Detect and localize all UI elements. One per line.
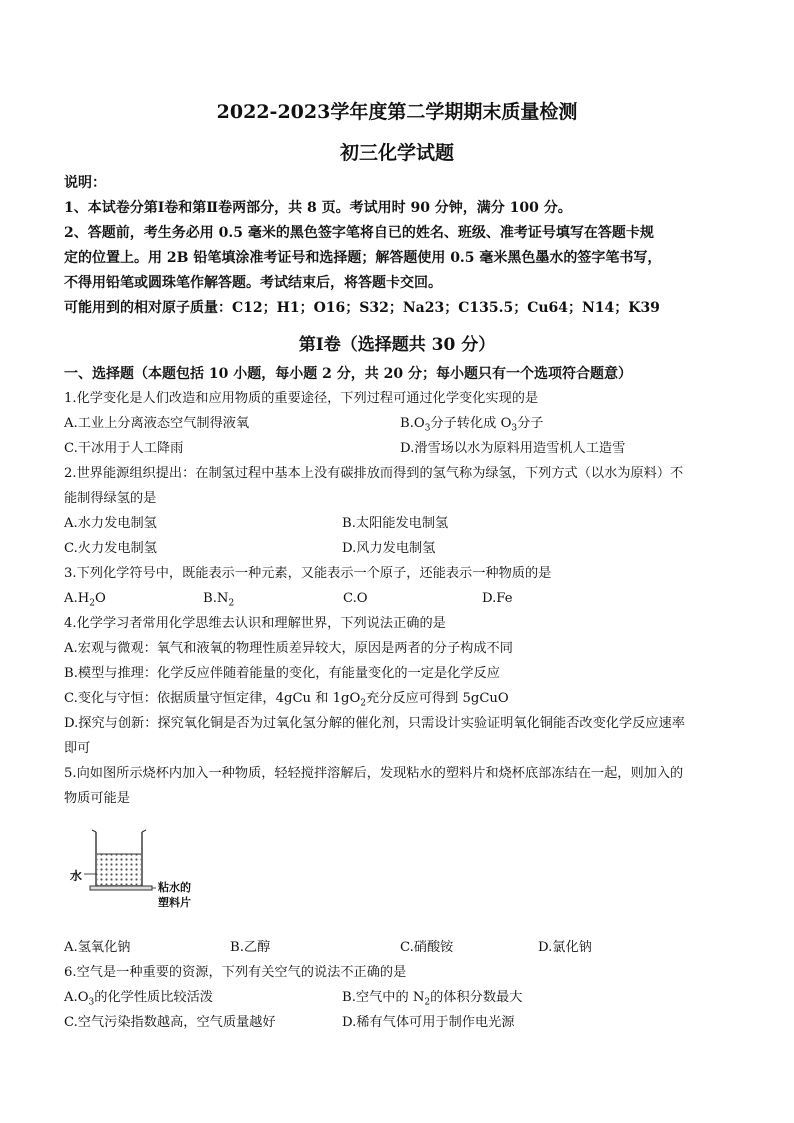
exam-subtitle: 初三化学试题 [339,142,454,164]
question-5-option-c: C.硝酸铵 [400,940,454,955]
question-1-option-c: C.干冰用于人工降雨 [64,441,184,456]
question-6-stem: 6.空气是一种重要的资源，下列有关空气的说法不正确的是 [64,965,407,980]
question-5-option-b: B.乙醇 [230,940,271,955]
question-2-option-c: C.火力发电制氢 [64,541,157,556]
question-5-option-a: A.氢氧化钠 [64,940,131,955]
question-6-option-b: B.空气中的 $N_2$的体积分数最大 [342,990,523,1008]
question-2-stem-line-1: 2.世界能源组织提出：在制氢过程中基本上没有碳排放而得到的氢气称为绿氢，下列方式（以水为原料）不 [64,466,684,481]
beaker-figure [64,822,214,922]
question-4-option-c: C.变化与守恒：依据质量守恒定律，4gCu 和 $1gO_2$充分反应可得到 5gCuO [64,691,509,709]
question-1-stem: 1.化学变化是人们改造和应用物质的重要途径，下列过程可通过化学变化实现的是 [64,391,539,406]
section-title: 第Ⅰ卷（选择题共 30 分） [298,335,496,355]
question-5-stem-line-1: 5.向如图所示烧杯内加入一种物质，轻轻搅拌溶解后，发现粘水的塑料片和烧杯底部冻结在一起，则加入的 [64,766,684,781]
question-1-option-d: D.滑雪场以水为原料用造雪机人工造雪 [400,441,626,456]
question-2-option-a: A.水力发电制氢 [64,516,157,531]
figure-plate-label-line-1: 粘水的 [158,881,191,894]
exam-title: 2022-2023学年度第二学期期末质量检测 [216,101,578,123]
instruction-item-2-line-2: 定的位置上。用 2B 铅笔填涂准考证号和选择题；解答题使用 0.5 毫米黑色墨水的签字笔书写， [64,250,662,266]
instruction-item-2-line-3: 不得用铅笔或圆珠笔作解答题。考试结束后，将答题卡交回。 [64,275,442,291]
question-2-option-b: B.太阳能发电制氢 [342,516,449,531]
figure-plate-label-line-2: 塑料片 [158,896,191,909]
question-6-option-d: D.稀有气体可用于制作电光源 [342,1015,515,1030]
question-4-option-d-line-2: 即可 [64,741,91,756]
question-5-option-d: D.氯化钠 [538,940,592,955]
atomic-mass-line: 可能用到的相对原子质量：C12；H1；O16；S32；Na23；C135.5；Cu64；N14；K39 [64,300,660,316]
question-6-option-a: $A.O_3$的化学性质比较活泼 [64,990,213,1008]
question-4-option-b: B.模型与推理：化学反应伴随着能量的变化，有能量变化的一定是化学反应 [64,666,500,681]
question-5-stem-line-2: 物质可能是 [64,791,130,806]
question-4-option-d-line-1: D.探究与创新：探究氧化铜是否为过氧化氢分解的催化剂，只需设计实验证明氧化铜能否改变化学反应速率 [64,716,685,731]
instruction-item-1: 1、本试卷分第Ⅰ卷和第Ⅱ卷两部分，共 8 页。考试用时 90 分钟，满分 100 分。 [64,200,572,216]
question-3-option-d: D.Fe [482,591,513,606]
question-6-option-c: C.空气污染指数越高，空气质量越好 [64,1015,276,1030]
figure-plate-label [158,880,191,910]
question-2-stem-line-2: 能制得绿氢的是 [64,491,157,506]
instructions-label: 说明： [64,175,106,191]
question-3-option-a: $A.H_2O$ [64,591,106,609]
question-1-option-a: A.工业上分离液态空气制得液氧 [64,416,250,431]
question-4-option-a: A.宏观与微观：氧气和液氧的物理性质差异较大，原因是两者的分子构成不同 [64,641,513,656]
question-3-stem: 3.下列化学符号中，既能表示一种元素，又能表示一个原子，还能表示一种物质的是 [64,566,552,581]
part-heading: 一、选择题（本题包括 10 小题，每小题 2 分，共 20 分；每小题只有一个选项符合题意） [64,366,632,382]
question-3-option-b: $B.N_2$ [203,591,235,609]
beaker-diagram [64,822,214,922]
question-2-option-d: D.风力发电制氢 [342,541,436,556]
question-3-option-c: C.O [343,591,368,606]
instruction-item-2-line-1: 2、答题前，考生务必用 0.5 毫米的黑色签字笔将自已的姓名、班级、准考证号填写在答题卡规 [64,225,654,241]
question-4-stem: 4.化学学习者常用化学思维去认识和理解世界，下列说法正确的是 [64,616,446,631]
figure-water-label: 水 [70,869,83,883]
question-1-option-b: $B.O_3$分子转化成 $O_3$分子 [400,416,544,434]
